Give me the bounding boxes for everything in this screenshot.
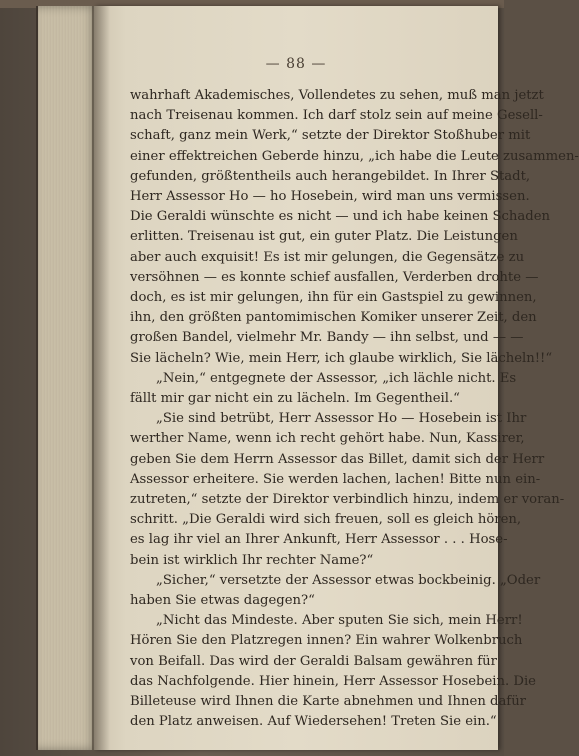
- paragraph: [130, 369, 517, 409]
- text-line: den Platz anweisen. Auf Wiedersehen! Treten Sie ein.“: [130, 714, 497, 730]
- text-line: schritt. „Die Geraldi wird sich freuen, soll es gleich hören,: [130, 512, 522, 528]
- paragraph: [130, 611, 536, 732]
- text-line: erlitten. Treisenau ist gut, ein guter Platz. Die Leistungen: [130, 229, 518, 245]
- page-number: — 88 —: [265, 56, 327, 72]
- text-line: einer effektreichen Geberde hinzu, „ich habe die Leute zusammen-: [130, 148, 579, 164]
- text-line: werther Name, wenn ich recht gehört habe. Nun, Kassirer,: [130, 431, 525, 447]
- paragraph: [130, 571, 541, 611]
- text-line: das Nachfolgende. Hier hinein, Herr Assessor Hosebein. Die: [130, 673, 536, 689]
- text-line: Hören Sie den Platzregen innen? Ein wahrer Wolkenbruch: [130, 633, 523, 649]
- text-line: Herr Assessor Ho — ho Hosebein, wird man uns vermissen.: [130, 189, 530, 205]
- paragraph: [130, 86, 579, 369]
- paragraph: [130, 409, 565, 571]
- text-line: doch, es ist mir gelungen, ihn für ein Gastspiel zu gewinnen,: [130, 290, 537, 306]
- text-line: bein ist wirklich Ihr rechter Name?“: [130, 552, 374, 568]
- text-line: Die Geraldi wünschte es nicht — und ich habe keinen Schaden: [130, 209, 551, 225]
- text-line: aber auch exquisit! Es ist mir gelungen, die Gegensätze zu: [130, 249, 525, 265]
- text-line: Sie lächeln? Wie, mein Herr, ich glaube wirklich, Sie lächeln!!“: [130, 350, 553, 366]
- text-line: Assessor erheitere. Sie werden lachen, lachen! Bitte nun ein-: [130, 471, 541, 487]
- text-line: gefunden, größtentheils auch herangebildet. In Ihrer Stadt,: [130, 168, 531, 184]
- text-line: fällt mir gar nicht ein zu lächeln. Im Gegentheil.“: [130, 391, 460, 407]
- text-line: nach Treisenau kommen. Ich darf stolz sein auf meine Gesell-: [130, 108, 543, 124]
- text-line: es lag ihr viel an Ihrer Ankunft, Herr Assessor . . . Hose-: [130, 532, 508, 548]
- text-line: zutreten,“ setzte der Direktor verbindlich hinzu, indem er voran-: [130, 492, 565, 508]
- body-text: [130, 86, 579, 733]
- text-line: geben Sie dem Herrn Assessor das Billet, damit sich der Herr: [130, 451, 545, 467]
- text-line: „Nein,“ entgegnete der Assessor, „ich lächle nicht. Es: [156, 370, 517, 386]
- book-page-edges: [36, 6, 98, 750]
- text-line: „Sie sind betrübt, Herr Assessor Ho — Hosebein ist Ihr: [156, 411, 527, 427]
- text-line: großen Bandel, vielmehr Mr. Bandy — ihn selbst, und — —: [130, 330, 524, 346]
- text-line: „Nicht das Mindeste. Aber sputen Sie sich, mein Herr!: [156, 613, 523, 629]
- text-line: Billeteuse wird Ihnen die Karte abnehmen und Ihnen dafür: [130, 694, 526, 710]
- text-line: von Beifall. Das wird der Geraldi Balsam gewähren für: [130, 653, 497, 669]
- binding-shadow: [92, 6, 110, 750]
- text-line: „Sicher,“ versetzte der Assessor etwas bockbeinig. „Oder: [156, 572, 541, 588]
- text-line: schaft, ganz mein Werk,“ setzte der Direktor Stoßhuber mit: [130, 128, 531, 144]
- book-page: [94, 6, 579, 750]
- text-line: versöhnen — es konnte schief ausfallen, Verderben drohte —: [130, 269, 539, 285]
- text-line: ihn, den größten pantomimischen Komiker unserer Zeit, den: [130, 310, 537, 326]
- text-line: wahrhaft Akademisches, Vollendetes zu sehen, muß man jetzt: [130, 88, 544, 103]
- text-line: haben Sie etwas dagegen?“: [130, 593, 315, 609]
